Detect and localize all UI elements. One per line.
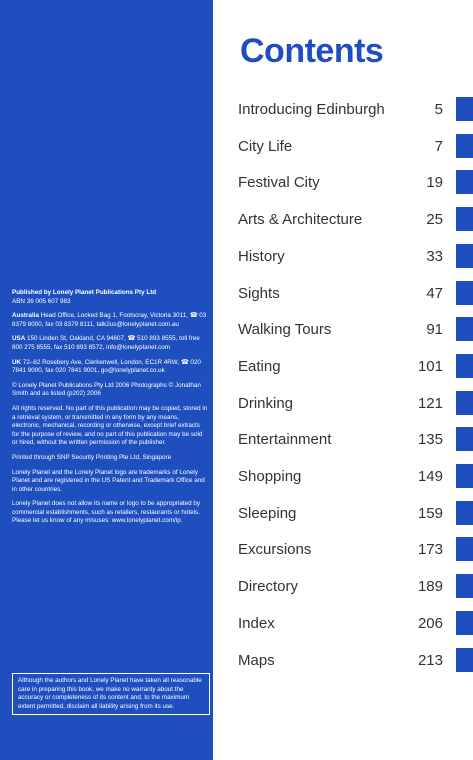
toc-entry-label: Arts & Architecture	[238, 211, 363, 229]
toc-entry[interactable]	[213, 134, 473, 164]
office-usa-label: USA	[12, 335, 26, 343]
section-tab-marker	[456, 391, 473, 415]
office-usa-text: 150 Linden St, Oakland, CA 94607, ☎ 510 893 8555, toll free 800 275 8555, fax 510 893 8572, info@lonelyplanet.com	[12, 335, 200, 351]
section-tab-marker	[456, 611, 473, 635]
publisher-abn: ABN 36 005 607 983	[12, 297, 71, 305]
office-australia-text: Head Office, Locked Bag 1, Footscray, Victoria 3011, ☎ 03 8379 8000, fax 03 8379 8111, talk2us@lonelyplanet.com.au	[12, 312, 207, 328]
section-tab-marker	[456, 134, 473, 158]
toc-entry[interactable]	[213, 648, 473, 678]
toc-entry-page: 91	[426, 321, 443, 339]
toc-entry-label: Drinking	[238, 394, 294, 412]
toc-entry-page: 159	[417, 504, 443, 522]
office-australia	[12, 312, 208, 329]
toc-entry[interactable]	[213, 391, 473, 421]
toc-entry[interactable]	[213, 464, 473, 494]
section-tab-marker	[456, 648, 473, 672]
office-uk-label: UK	[12, 358, 22, 366]
imprint-panel	[0, 0, 213, 760]
toc-entry-label: Introducing Edinburgh	[238, 101, 385, 118]
toc-entry[interactable]	[213, 317, 473, 347]
toc-entry-label: Shopping	[238, 468, 302, 485]
toc-entry[interactable]	[213, 97, 473, 127]
toc-entry[interactable]	[213, 354, 473, 384]
toc-entry-page: 189	[417, 578, 443, 596]
section-tab-marker	[456, 537, 473, 561]
toc-entry[interactable]	[213, 574, 473, 604]
office-australia-label: Australia	[12, 312, 39, 320]
toc-entry[interactable]	[213, 281, 473, 311]
rights-notice: All rights reserved. No part of this publication may be copied, stored in a retrieval system, or transmitted in any form by any means, electronic, mechanical, recording or otherwise, except brief extracts for the purpose of review, and no part of this publication may be sold or hired, without the written permission of the publisher.	[12, 404, 208, 447]
section-tab-marker	[456, 574, 473, 598]
toc-list	[213, 0, 473, 760]
contents-panel	[213, 0, 473, 760]
toc-entry[interactable]	[213, 427, 473, 457]
toc-entry[interactable]	[213, 611, 473, 641]
printed-notice: Printed through SNP Security Printing Pte Ltd, Singapore	[12, 453, 172, 461]
toc-entry-label: Eating	[238, 357, 281, 375]
toc-entry-page: 19	[426, 174, 443, 192]
toc-entry[interactable]	[213, 537, 473, 567]
publisher-info	[12, 289, 208, 532]
toc-entry-label: Sleeping	[238, 504, 297, 522]
toc-entry-page: 173	[417, 541, 443, 559]
publisher-name: Published by Lonely Planet Publications Pty Ltd	[12, 289, 157, 296]
toc-entry[interactable]	[213, 170, 473, 200]
publisher-block	[12, 289, 208, 306]
toc-entry-label: Sights	[238, 284, 280, 302]
trademark-notice: Lonely Planet and the Lonely Planet logo are trademarks of Lonely Planet and are registered in the US Patent and Trademark Office and in other countries.	[12, 468, 205, 493]
toc-entry-page: 213	[417, 651, 443, 669]
toc-entry-label: Directory	[238, 578, 299, 596]
toc-entry-page: 121	[417, 394, 443, 412]
office-uk	[12, 359, 208, 376]
toc-entry-label: Walking Tours	[238, 321, 332, 339]
section-tab-marker	[456, 464, 473, 488]
toc-entry[interactable]	[213, 244, 473, 274]
toc-entry-page: 7	[434, 137, 443, 155]
toc-entry[interactable]	[213, 207, 473, 237]
section-tab-marker	[456, 427, 473, 451]
toc-entry-label: Entertainment	[238, 431, 332, 449]
page-title: Contents	[240, 32, 384, 70]
toc-entry-label: History	[238, 247, 285, 265]
disclaimer-box: Although the authors and Lonely Planet have taken all reasonable care in preparing this book, we make no warranty about the accuracy or completeness of its content and, to the maximum extent permitted, disclaim all liability arising from its use.	[12, 673, 210, 715]
toc-entry-label: Festival City	[238, 174, 320, 192]
section-tab-marker	[456, 97, 473, 121]
section-tab-marker	[456, 501, 473, 525]
office-uk-text: 72–82 Rosebery Ave, Clerkenwell, London, EC1R 4RW, ☎ 020 7841 9000, fax 020 7841 9001, go@lonelyplanet.co.uk	[12, 358, 201, 375]
logo-use-notice: Lonely Planet does not allow its name or logo to be appropriated by commercial establishments, such as retailers, restaurants or hotels. Please let us know of any misuses: www.lonelyplanet.com/ip.	[12, 500, 200, 525]
toc-entry-label: Excursions	[238, 541, 312, 559]
section-tab-marker	[456, 281, 473, 305]
copyright-notice: © Lonely Planet Publications Pty Ltd 2006 Photographs © Jonathan Smith and as listed (p202) 2006	[12, 381, 201, 398]
office-usa	[12, 335, 208, 352]
section-tab-marker	[456, 244, 473, 268]
toc-entry-page: 135	[417, 431, 443, 449]
toc-entry-label: Maps	[238, 651, 275, 669]
toc-entry-page: 25	[426, 211, 443, 229]
toc-entry-page: 33	[426, 247, 443, 265]
section-tab-marker	[456, 207, 473, 231]
toc-entry-page: 47	[426, 284, 443, 302]
toc-entry[interactable]	[213, 501, 473, 531]
toc-entry-page: 206	[417, 614, 443, 632]
section-tab-marker	[456, 170, 473, 194]
section-tab-marker	[456, 354, 473, 378]
toc-entry-label: City Life	[238, 137, 293, 155]
toc-entry-page: 149	[417, 468, 443, 485]
toc-entry-label: Index	[238, 614, 275, 632]
toc-entry-page: 5	[434, 101, 443, 118]
section-tab-marker	[456, 317, 473, 341]
toc-entry-page: 101	[417, 357, 443, 375]
